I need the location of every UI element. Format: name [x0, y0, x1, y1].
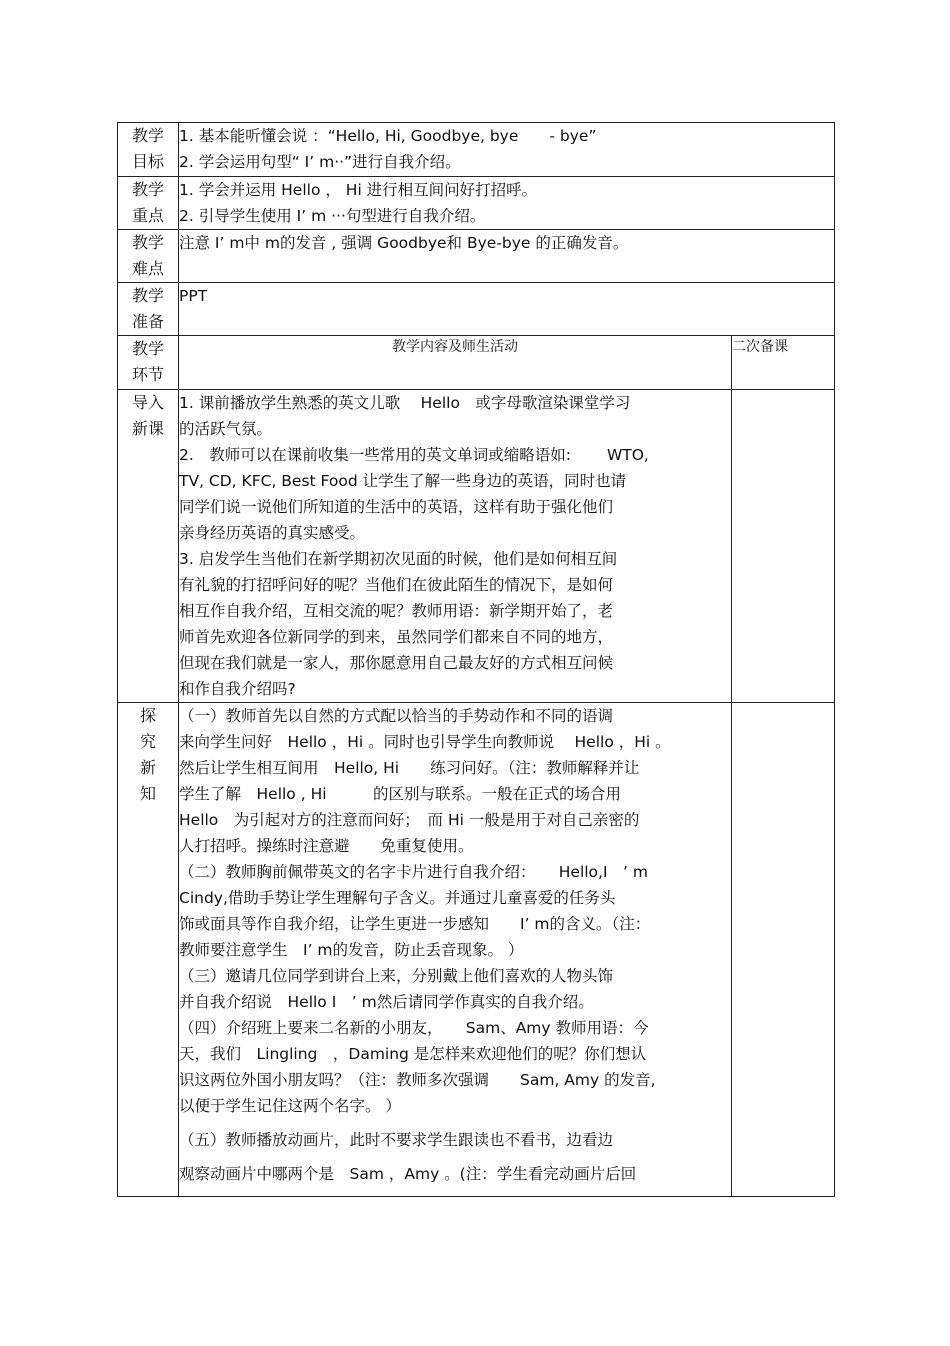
text-line: 来向学生问好 Hello ，Hi 。同时也引导学生向教师说 Hello ，Hi 。	[179, 733, 671, 751]
text-line: 以便于学生记住这两个名字。 ）	[179, 1097, 401, 1115]
text-line: 3. 启发学生当他们在新学期初次见面的时候，他们是如何相互间	[179, 550, 618, 568]
text-line: 人打招呼。操练时注意避 免重复使用。	[179, 837, 474, 855]
note-introduction	[732, 390, 835, 703]
label-exploration: 探 究 新 知	[118, 703, 179, 1197]
label-teaching-stage: 教学 环节	[118, 336, 179, 390]
text-line: （二）教师胸前佩带英文的名字卡片进行自我介绍： Hello,I ’ m	[179, 863, 648, 881]
text-line: 1. 学会并运用 Hello ， Hi 进行相互间问好打招呼。	[179, 181, 538, 199]
text-line: （三）邀请几位同学到讲台上来，分别戴上他们喜欢的人物头饰	[179, 967, 614, 985]
text-line: 的活跃气氛。	[179, 420, 273, 438]
text-line: 相互作自我介绍，互相交流的呢？教师用语：新学期开始了，老	[179, 602, 614, 620]
text-line: （四）介绍班上要来二名新的小朋友， Sam、Amy 教师用语：今	[179, 1019, 649, 1037]
text-line: 学生了解 Hello , Hi 的区别与联系。一般在正式的场合用	[179, 785, 622, 803]
text-line: 观察动画片中哪两个是 Sam ，Amy 。(注：学生看完动画片后回	[179, 1165, 637, 1183]
label-teaching-difficulty: 教学 难点	[118, 230, 179, 283]
text-line: 1. 课前播放学生熟悉的英文儿歌 Hello 或字母歌渲染课堂学习	[179, 394, 631, 412]
text-line: 然后让学生相互间用 Hello, Hi 练习问好。（注：教师解释并让	[179, 759, 640, 777]
text-line: 注意 I’ m中 m的发音 , 强调 Goodbye和 Bye-bye 的正确发音。	[179, 234, 629, 252]
text-line: （一）教师首先以自然的方式配以恰当的手势动作和不同的语调	[179, 707, 614, 725]
lesson-plan-table	[117, 122, 835, 1197]
text-line: 饰或面具等作自我介绍，让学生更进一步感知 I’ m的含义。（注：	[179, 915, 651, 933]
text-line: 有礼貌的打招呼问好的呢？当他们在彼此陌生的情况下，是如何	[179, 576, 614, 594]
content-teaching-goal	[179, 123, 835, 177]
text-line: 并自我介绍说 Hello I ’ m然后请同学作真实的自我介绍。	[179, 993, 594, 1011]
row-teaching-goal	[118, 123, 835, 177]
row-teaching-prep	[118, 283, 835, 336]
content-introduction	[179, 390, 732, 703]
row-teaching-key	[118, 177, 835, 230]
row-exploration	[118, 703, 835, 1197]
text-line: 识这两位外国小朋友吗？（注：教师多次强调 Sam, Amy 的发音,	[179, 1071, 656, 1089]
label-introduction: 导入 新课	[118, 390, 179, 703]
text-line: 和作自我介绍吗?	[179, 680, 296, 698]
text-line: 2. 教师可以在课前收集一些常用的英文单词或缩略语如: WTO,	[179, 446, 649, 464]
text-line: 1. 基本能听懂会说 ：“Hello, Hi, Goodbye, bye - bye”	[179, 127, 597, 145]
text-line: 同学们说一说他们所知道的生活中的英语，这样有助于强化他们	[179, 498, 614, 516]
content-teaching-key	[179, 177, 835, 230]
content-teaching-prep	[179, 283, 835, 336]
label-teaching-key: 教学 重点	[118, 177, 179, 230]
text-line: Cindy,借助手势让学生理解句子含义。并通过儿童喜爱的任务头	[179, 889, 616, 907]
text-line: 亲身经历英语的真实感受。	[179, 524, 366, 542]
text-line: Hello 为引起对方的注意而问好； 而 Hi 一般是用于对自己亲密的	[179, 811, 640, 829]
text-line: 天，我们 Lingling ，Daming 是怎样来欢迎他们的呢？你们想认	[179, 1045, 647, 1063]
header-content: 教学内容及师生活动	[179, 336, 732, 390]
content-exploration	[179, 703, 732, 1197]
row-introduction	[118, 390, 835, 703]
text-line: 2. 引导学生使用 I’ m ···句型进行自我介绍。	[179, 207, 486, 225]
label-teaching-goal: 教学 目标	[118, 123, 179, 177]
text-line: PPT	[179, 287, 208, 305]
label-teaching-prep: 教学 准备	[118, 283, 179, 336]
text-line: 教师要注意学生 I’ m的发音，防止丢音现象。 ）	[179, 941, 524, 959]
text-line: 师首先欢迎各位新同学的到来，虽然同学们都来自不同的地方，	[179, 628, 614, 646]
text-line: 2. 学会运用句型“ I’ m··”进行自我介绍。	[179, 153, 461, 171]
header-second-prep: 二次备课	[732, 336, 835, 390]
text-line: 但现在我们就是一家人，那你愿意用自己最友好的方式相互问候	[179, 654, 614, 672]
text-line: （五）教师播放动画片，此时不要求学生跟读也不看书，边看边	[179, 1131, 614, 1149]
note-exploration	[732, 703, 835, 1197]
row-section-header	[118, 336, 835, 390]
content-teaching-difficulty	[179, 230, 835, 283]
row-teaching-difficulty	[118, 230, 835, 283]
text-line: TV, CD, KFC, Best Food 让学生了解一些身边的英语，同时也请	[179, 472, 627, 490]
